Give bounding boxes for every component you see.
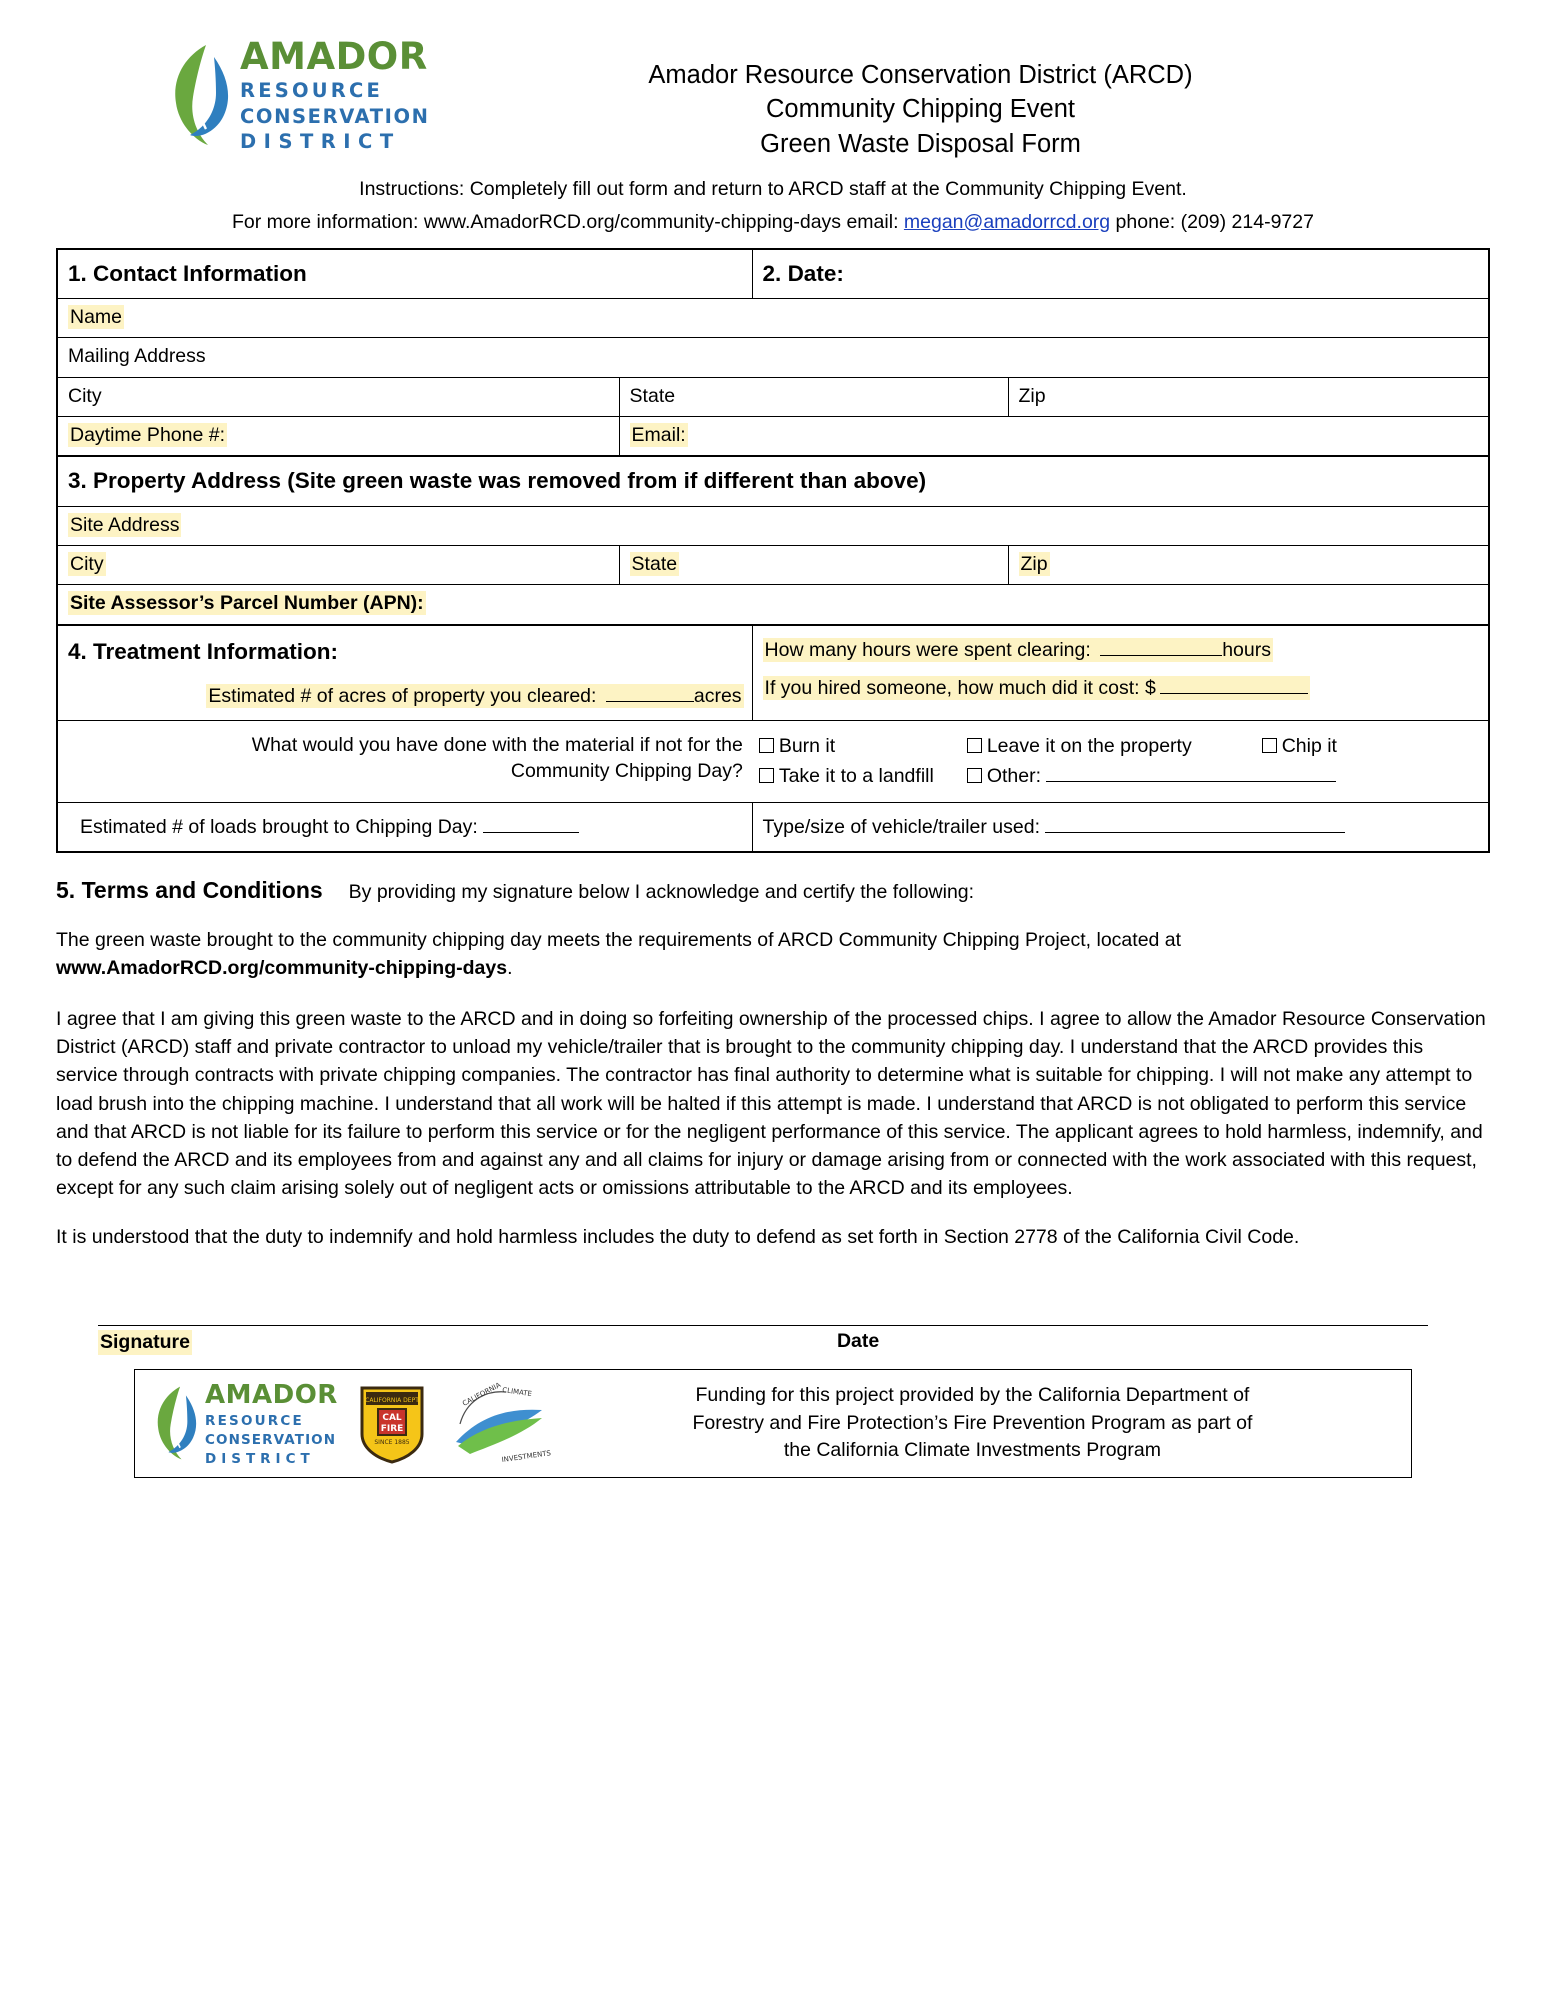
checkbox-chip-it[interactable] [1262,738,1277,753]
city-field[interactable]: City [68,384,102,407]
title-line-3: Green Waste Disposal Form [760,129,1081,158]
terms-paragraph-2: I agree that I am giving this green waste to the ARCD and in doing so forfeiting ownership of the processed chips. I agree to allow the Amador Resource Conservation District (ARCD) staff and private contractor to unload my vehicle/trailer that is brought to the community chipping day. I understand that the ARCD provides this service through contracts with private chipping companies. The contractor has final authority to determine what is suitable for chipping. I will not make any attempt to load brush into the chipping machine. I understand that all work will be halted if this attempt is made. I understand that ARCD is not obligated to perform this service and that ARCD is not liable for its failure to perform this service or for the negligent performance of this service. The applicant agrees to hold harmless, indemnify, and to defend the ARCD and its employees from and against any and all claims for injury or damage arising from or connected with the work associated with this request, except for any such claim arising solely out of negligent acts or omissions attributable to the ARCD and its employees. [56,1007,1486,1200]
name-field[interactable] [58,299,1488,337]
hours-unit: hours [1222,638,1271,661]
info-prefix: For more information: www.AmadorRCD.org/community-chipping-days email: [232,210,904,233]
section1-header-row [58,250,1488,299]
apn-field[interactable] [58,585,1488,623]
terms-p1-before: The green waste brought to the community chipping day meets the requirements of ARCD Community Chipping Project, located at [56,929,1182,952]
daytime-phone-field[interactable] [58,417,619,455]
cal-fire-logo-icon [356,1382,428,1464]
acres-unit: acres [693,684,742,707]
logo-resource-text: RESOURCE [240,79,384,102]
terms-paragraph-3: It is understood that the duty to indemnify and hold harmless includes the duty to defend as set forth in Section 2778 of the California Civil Code. [56,1225,1300,1248]
checkbox-burn-it[interactable] [759,738,774,753]
alternative-disposal-row [58,721,1488,803]
title-line-1: Amador Resource Conservation District (ARCD) [648,61,1193,89]
hours-label: How many hours were spent clearing: [764,638,1097,661]
contact-info-line [56,208,1490,236]
footer-text-line3: the California Climate Investments Program [783,1438,1161,1461]
phone-email-row[interactable] [58,417,1488,457]
footer-text-line2: Forestry and Fire Protection’s Fire Prevention Program as part of [692,1411,1253,1434]
loads-label: Estimated # of loads brought to Chipping Day: [80,815,484,838]
option-other-input[interactable] [1046,764,1336,782]
checkbox-leave-it[interactable] [967,738,982,753]
footer-leaf-droplet-icon [151,1383,199,1463]
checkbox-landfill[interactable] [759,768,774,783]
svg-text:CALIFORNIA DEPT: CALIFORNIA DEPT [364,1397,419,1405]
alternative-question-line1: What would you have done with the material if not for the [251,734,743,757]
option-burn-it-label: Burn it [778,735,836,758]
svg-text:FIRE: FIRE [380,1424,404,1435]
footer-arcd-logo [151,1380,338,1467]
logo-conservation-text: CONSERVATION [240,104,430,128]
alternative-question-line2: Community Chipping Day? [510,759,743,782]
signature-section [56,1325,1490,1355]
info-suffix: phone: (209) 214-9727 [1110,210,1314,233]
terms-header [56,877,1490,904]
alternative-options [753,733,1480,790]
terms-subtitle: By providing my signature below I acknowledge and certify the following: [348,881,975,904]
section1-title: 1. Contact Information [68,260,307,286]
terms-paragraph-1 [56,926,1490,983]
loads-cell[interactable] [58,803,752,851]
apn-row[interactable] [58,585,1488,625]
option-landfill-label: Take it to a landfill [778,765,934,788]
vehicle-label: Type/size of vehicle/trailer used: [762,815,1046,838]
acres-field[interactable] [68,684,744,708]
section4-header-row [58,626,1488,722]
loads-input[interactable] [483,815,579,833]
section4-title-cell [58,626,752,721]
cost-input[interactable] [1160,676,1308,694]
vehicle-input[interactable] [1045,815,1345,833]
california-climate-investments-logo-icon [446,1380,552,1466]
footer-funding-box [134,1369,1412,1478]
option-leave-it-label: Leave it on the property [986,735,1192,758]
form-table [56,248,1490,853]
site-city-state-zip-row[interactable] [58,546,1488,585]
option-leave-it[interactable] [967,733,1192,759]
logo-district-text: DISTRICT [240,130,401,153]
acres-label: Estimated # of acres of property you cleared: [208,684,602,707]
site-city-label: City [70,552,104,575]
signature-labels [56,1330,1490,1355]
svg-text:INVESTMENTS: INVESTMENTS [500,1449,552,1465]
checkbox-other[interactable] [967,768,982,783]
email-label: Email: [631,424,686,447]
svg-text:SINCE 1885: SINCE 1885 [374,1439,410,1447]
alternative-question [68,733,753,790]
state-field[interactable]: State [619,378,1008,416]
title-line-2: Community Chipping Event [766,95,1075,124]
site-city-field[interactable] [58,546,619,584]
site-zip-field[interactable] [1008,546,1328,584]
acres-input[interactable] [606,684,694,702]
signature-label: Signature [100,1330,190,1353]
email-field[interactable] [619,417,1488,455]
svg-text:CAL: CAL [382,1413,402,1424]
site-zip-label: Zip [1020,552,1048,575]
site-address-row[interactable] [58,507,1488,546]
city-state-zip-row[interactable] [58,378,1488,417]
alternative-disposal-cell [58,721,1488,802]
section3-header-row [58,457,1488,506]
option-chip-it-label: Chip it [1281,735,1337,758]
document-header [56,34,1490,161]
terms-p1-url: www.AmadorRCD.org/community-chipping-days [56,957,508,980]
vehicle-cell[interactable] [752,803,1488,851]
mailing-address-field[interactable]: Mailing Address [68,345,206,368]
page-title [411,34,1490,161]
daytime-phone-label: Daytime Phone #: [70,424,226,447]
hours-input[interactable] [1100,638,1222,656]
leaf-droplet-icon [166,41,232,149]
date-label[interactable]: 2. Date: [752,250,1488,298]
terms-title: 5. Terms and Conditions [56,877,323,904]
logo-amador-text: AMADOR [240,35,428,78]
site-state-label: State [631,552,678,575]
section4-hours-cost-cell [752,626,1488,721]
site-address-field[interactable] [58,507,1488,545]
section4-title: 4. Treatment Information: [68,638,339,664]
email-link[interactable]: megan@amadorrcd.org [903,210,1111,233]
site-state-field[interactable] [619,546,1008,584]
option-landfill[interactable] [759,763,959,789]
option-other[interactable] [967,763,1336,789]
loads-vehicle-row [58,803,1488,853]
signature-line[interactable] [98,1325,1428,1326]
mailing-address-row[interactable] [58,338,1488,377]
footer-logo-resource: RESOURCE [205,1412,304,1429]
option-other-label: Other: [986,765,1041,788]
cost-label: If you hired someone, how much did it cost: $ [764,677,1156,700]
terms-p1-after: . [507,957,513,980]
option-chip-it[interactable] [1262,733,1337,759]
footer-logo-conservation: CONSERVATION [205,1431,337,1448]
site-address-label: Site Address [70,513,180,536]
footer-logo-amador: AMADOR [205,1379,338,1410]
cost-field[interactable] [763,676,1480,700]
svg-text:CLIMATE: CLIMATE [501,1386,533,1399]
name-label: Name [70,305,123,328]
hours-field[interactable] [763,638,1480,662]
name-row[interactable] [58,299,1488,338]
zip-field[interactable]: Zip [1008,378,1328,416]
svg-text:CALIFORNIA: CALIFORNIA [461,1381,502,1409]
apn-label: Site Assessor’s Parcel Number (APN): [70,592,424,615]
footer-text-line1: Funding for this project provided by the California Department of [695,1384,1250,1407]
instructions-text: Instructions: Completely fill out form and return to ARCD staff at the Community Chipping Event. [359,178,1187,201]
signature-date-label: Date [836,1329,880,1352]
footer-logo-district: DISTRICT [205,1450,315,1467]
section3-title: 3. Property Address (Site green waste was removed from if different than above) [68,468,927,494]
arcd-logo [56,34,430,153]
option-burn-it[interactable] [759,733,959,759]
footer-funding-text [570,1382,1395,1464]
